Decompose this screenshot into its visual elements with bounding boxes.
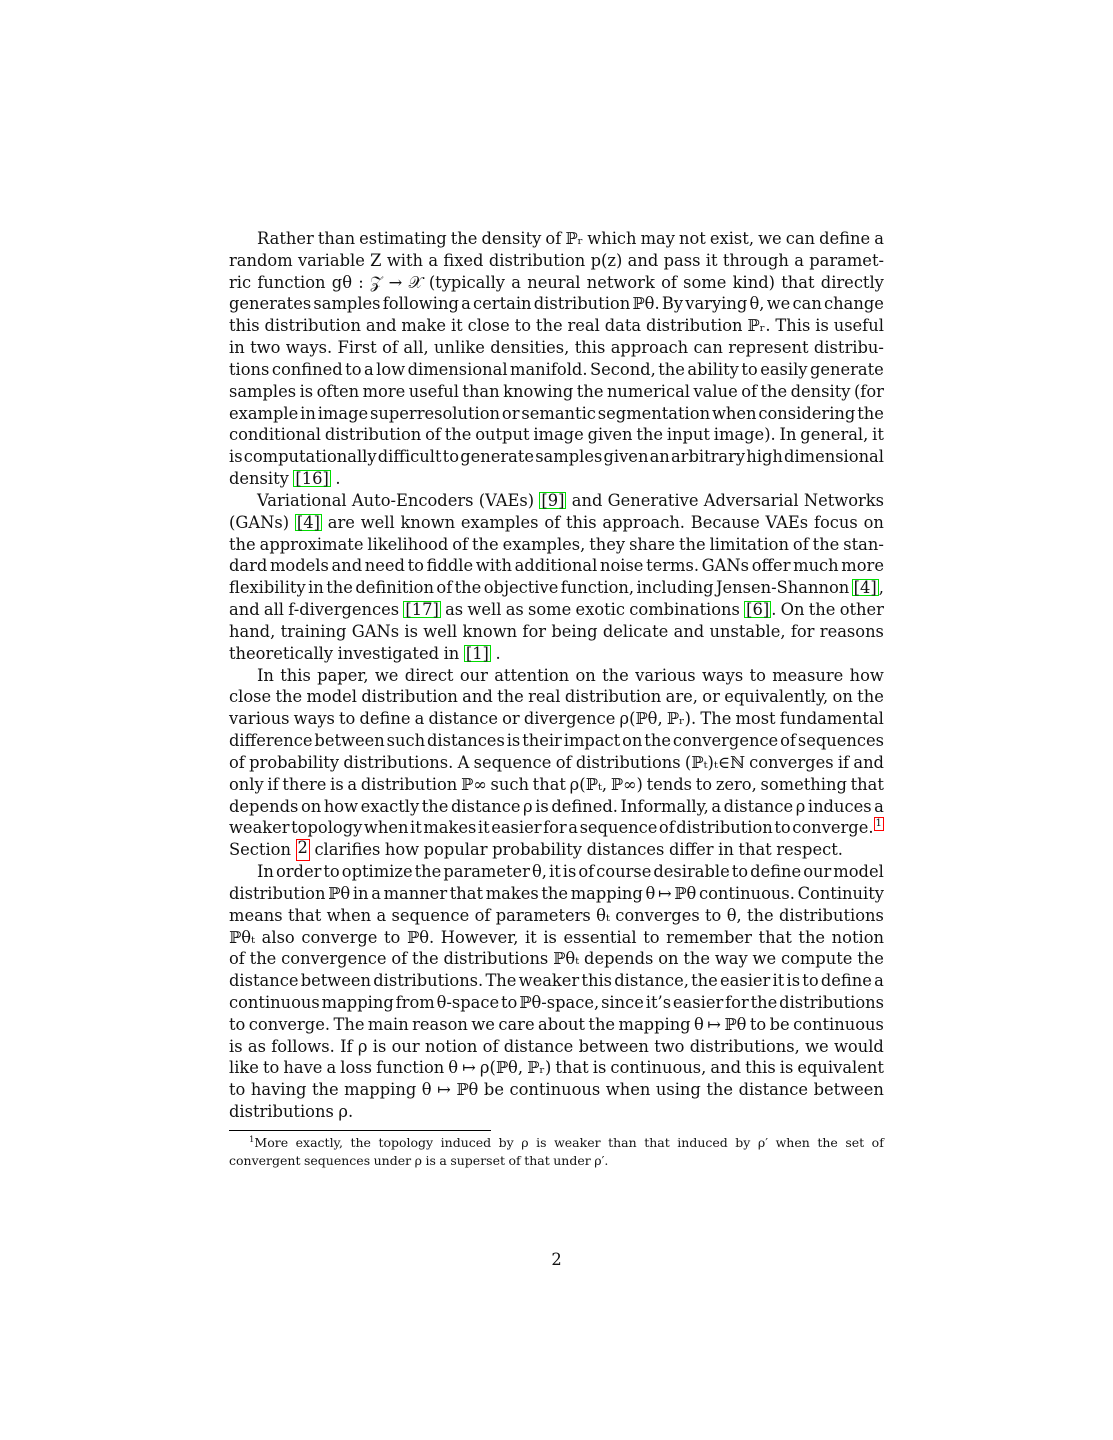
citation-link[interactable]: [9] [541, 490, 565, 510]
text-line: is computationally difficult to generate samples given an arbitrary high dimensional [229, 447, 884, 467]
text-line: of the convergence of the distributions ℙθₜ depends on the way we compute the [229, 949, 884, 969]
text-line: in two ways. First of all, unlike densities, this approach can represent distribu- [229, 338, 884, 358]
text-line: weaker topology when it makes it easier for a sequence of distribution to converge. 1 [229, 818, 882, 838]
text-line: various ways to define a distance or divergence ρ(ℙθ, ℙᵣ). The most fundamental [229, 709, 884, 729]
text-line: of probability distributions. A sequence of distributions (ℙₜ)ₜ∈ℕ converges if and [229, 752, 884, 772]
text-line: example in image superresolution or semantic segmentation when considering the [229, 403, 884, 423]
text-line: to having the mapping θ ↦ ℙθ be continuous when using the distance between [229, 1080, 884, 1100]
text-line: In this paper, we direct our attention on the various ways to measure how [257, 665, 884, 685]
text-line: Rather than estimating the density of ℙᵣ which may not exist, we can define a [257, 229, 884, 248]
section-link[interactable]: 2 [296, 839, 310, 861]
text-line: conditional distribution of the output image given the input image). In general, it [229, 425, 884, 445]
text-line: is as follows. If ρ is our notion of distance between two distributions, we would [229, 1036, 884, 1056]
text-line: Section 2 clarifies how popular probability distances differ in that respect. [229, 838, 843, 860]
footnote-rule [229, 1130, 491, 1131]
citation-link[interactable]: [16] [295, 469, 329, 489]
text-line: and all f-divergences [17] as well as some exotic combinations [6] . On the other [229, 600, 884, 620]
text-line: theoretically investigated in [1] . [229, 643, 501, 663]
text-line: difference between such distances is their impact on the convergence of sequences [229, 731, 884, 751]
text-line: to converge. The main reason we care about the mapping θ ↦ ℙθ to be continuous [229, 1014, 884, 1034]
text-line: this distribution and make it close to the real data distribution ℙᵣ. This is useful [229, 316, 884, 336]
text-line: ric function gθ : 𝒵 → 𝒳 (typically a neural network of some kind) that directly [229, 272, 884, 292]
footnote [229, 1134, 884, 1170]
text-line: close the model distribution and the real distribution are, or equivalently, on the [229, 687, 884, 707]
footnote-line: $^1$More exactly, the topology induced by ρ is weaker than that induced by ρ′ when the set of [249, 1135, 884, 1150]
text-line: only if there is a distribution ℙ∞ such that ρ(ℙₜ, ℙ∞) tends to zero, something that [229, 774, 884, 794]
text-line: random variable Z with a fixed distribution p(z) and pass it through a paramet- [229, 250, 884, 270]
text-line: continuous mapping from θ-space to ℙθ-space, since it’s easier for the distributions [229, 992, 884, 1012]
text-line: dard models and need to fiddle with additional noise terms. GANs offer much more [229, 556, 884, 576]
citation-link[interactable]: [4] [853, 578, 877, 598]
text-line: like to have a loss function θ ↦ ρ(ℙθ, ℙᵣ) that is continuous, and this is equivalent [229, 1058, 884, 1078]
footnote-link[interactable]: 1 [875, 818, 882, 830]
citation-link[interactable]: [6] [746, 600, 770, 620]
text-line: means that when a sequence of parameters θₜ converges to θ, the distributions [229, 905, 884, 925]
text-line: samples is often more useful than knowing the numerical value of the density (for [229, 381, 884, 401]
text-line: flexibility in the definition of the objective function, including Jensen-Shannon [4] , [229, 578, 884, 598]
text-line: tions confined to a low dimensional manifold. Second, the ability to easily generate [229, 359, 884, 379]
text-line: distribution ℙθ in a manner that makes the mapping θ ↦ ℙθ continuous. Continuity [229, 883, 884, 903]
citation-link[interactable]: [1] [465, 643, 489, 663]
text-line: distributions ρ. [229, 1102, 354, 1122]
text-line: hand, training GANs is well known for being delicate and unstable, for reasons [229, 621, 884, 641]
text-line: density [16] . [229, 469, 341, 489]
text-line: the approximate likelihood of the examples, they share the limitation of the stan- [229, 534, 884, 554]
citation-link[interactable]: [4] [296, 512, 320, 532]
text-line: Variational Auto-Encoders (VAEs) [9] and Generative Adversarial Networks [257, 490, 884, 510]
citation-link[interactable]: [17] [405, 600, 439, 620]
text-line: depends on how exactly the distance ρ is defined. Informally, a distance ρ induces a [229, 796, 884, 816]
page-number: 2 [551, 1250, 562, 1269]
text-line: In order to optimize the parameter θ, it is of course desirable to define our model [257, 862, 884, 882]
text-line: (GANs) [4] are well known examples of this approach. Because VAEs focus on [229, 512, 884, 532]
text-line: distance between distributions. The weaker this distance, the easier it is to define a [229, 971, 884, 991]
body-text [229, 228, 884, 1123]
text-line: ℙθₜ also converge to ℙθ. However, it is essential to remember that the notion [229, 927, 884, 947]
text-line: generates samples following a certain distribution ℙθ. By varying θ, we can change [229, 294, 884, 314]
footnote-line: convergent sequences under ρ is a superset of that under ρ′. [229, 1153, 609, 1168]
